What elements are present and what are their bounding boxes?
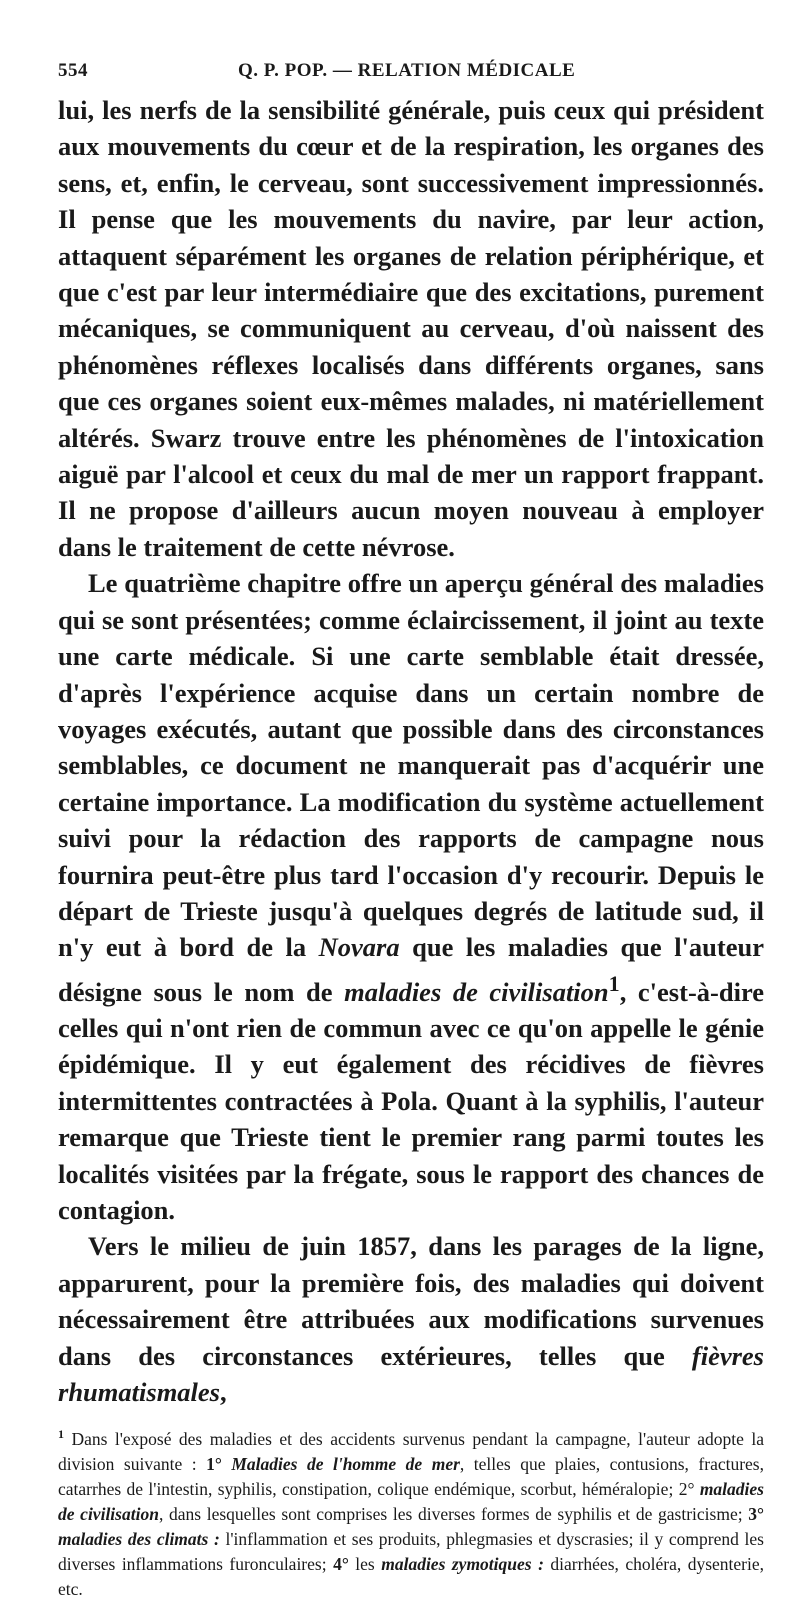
paragraph-2: [58, 565, 764, 1228]
term-fievres-rhumatismales: fièvres rhumatismales: [58, 1340, 764, 1408]
ship-name: Novara: [318, 932, 400, 963]
footnote-reference[interactable]: 1: [608, 970, 620, 996]
footnote-text-6: diarrhées, choléra, dysenterie, etc.: [58, 1554, 764, 1600]
footnote-category-1: Maladies de l'homme de mer: [221, 1454, 460, 1475]
paragraph-1: lui, les nerfs de la sensibilité générale, puis ceux qui président aux mouvements du cœur et de la respiration, les organes des sens, et, enfin, le cerveau, sont successivement impressionnés. Il pense que les mouvements du navire, par leur action, attaquent séparément les organes de relation périphérique, et que c'est par leur intermédiaire que des excitations, purement mécaniques, se communiquent au cerveau, d'où naissent des phénomènes réflexes localisés dans différents organes, sans que ces organes soient eux-mêmes malades, ni matériellement altérés. Swarz trouve entre les phénomènes de l'intoxication aiguë par l'alcool et ceux du mal de mer un rapport frappant. Il ne propose d'ailleurs aucun moyen nouveau à employer dans le traitement de cette névrose.: [58, 95, 764, 562]
footnote-text-5: les: [348, 1554, 382, 1575]
term-maladies-de-civilisation: maladies de civilisation: [344, 976, 609, 1007]
footnote-separator: [58, 1410, 764, 1420]
footnote-mark: 1: [58, 1427, 64, 1442]
footnote-text-4: l'inflammation et ses produits, phlegmasies et dyscrasies; il y comprend les diverses inflammations furonculaires;: [58, 1529, 764, 1575]
page-number: 554: [58, 60, 88, 81]
footnote-num-1: 1°: [206, 1454, 222, 1475]
paragraph-2-text-c: , c'est-à-dire celles qui n'ont rien de commun avec ce qu'on appelle le génie épidémique. Il y eut également des récidives de fièvres intermittentes contractées à Pola. Quant à la syphilis, l'auteur remarque que Trieste tient le premier rang parmi toutes les localités visitées par la frégate, sous le rapport des chances de contagion.: [58, 976, 764, 1226]
footnote-num-4: 4°: [333, 1554, 349, 1575]
paragraph-3-text-a: Vers le milieu de juin 1857, dans les parages de la ligne, apparurent, pour la première fois, des maladies qui doivent nécessairement être attribuées aux modifications survenues dans des circonstances extérieures, telles que: [58, 1231, 764, 1371]
paragraph-3-text-b: ,: [220, 1377, 227, 1408]
footnote: [58, 1422, 764, 1602]
body-text: [58, 92, 764, 1410]
running-head: Q. P. POP. — RELATION MÉDICALE: [238, 60, 576, 81]
footnote-num-2: 2°: [678, 1479, 695, 1500]
footnote-num-3: 3°: [748, 1504, 764, 1525]
footnote-category-2: maladies de civilisation: [58, 1479, 764, 1525]
paragraph-3: [58, 1228, 764, 1410]
paragraph-2-text-a: Le quatrième chapitre offre un aperçu général des maladies qui se sont présentées; comme éclaircissement, il joint au texte une carte médicale. Si une carte semblable était dressée, d'après l'expérience acquise dans un certain nombre de voyages exécutés, autant que possible dans des circonstances semblables, ce document ne manquerait pas d'acquérir une certaine importance. La modification du système actuellement suivi pour la rédaction des rapports de campagne nous fournira peut-être plus tard l'occasion d'y recourir. Depuis le départ de Trieste jusqu'à quelques degrés de latitude sud, il n'y eut à bord de la: [58, 568, 764, 963]
footnote-text-3: , dans lesquelles sont comprises les diverses formes de syphilis et de gastricisme;: [158, 1504, 749, 1525]
paragraph-2-text-b: que les maladies que l'auteur désigne sous le nom de: [58, 932, 764, 1007]
footnote-category-4: maladies zymotiques :: [381, 1554, 544, 1575]
footnote-category-3: maladies des climats :: [58, 1529, 220, 1550]
page-header: [58, 58, 764, 92]
footnote-text-1: Dans l'exposé des maladies et des accidents survenus pendant la campagne, l'auteur adopte la division suivante :: [58, 1429, 764, 1475]
footnote-text-2: , telles que plaies, contusions, fractures, catarrhes de l'intestin, syphilis, constipation, colique endémique, scorbut, héméralopie;: [58, 1454, 764, 1500]
